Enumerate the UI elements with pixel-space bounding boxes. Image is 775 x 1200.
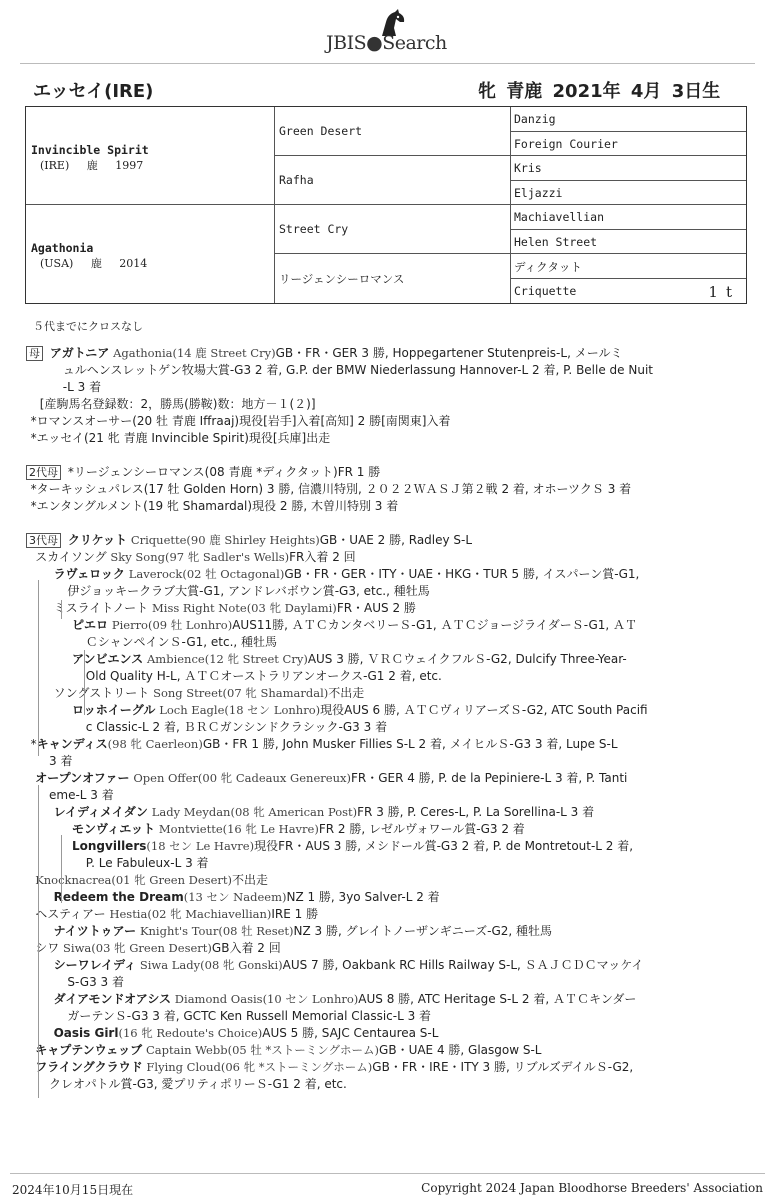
record-line: *エンタングルメント(19 牝 Shamardal)現役 2 勝, 木曽川特別 3 着 <box>30 499 399 513</box>
dam-detail: (USA) 鹿 2014 <box>40 257 148 270</box>
record-line: *キャンディス(98 牝 Caerleon)GB・FR 1 勝, John Musker Fillies S-L 2 着, メイヒルＳ-G3 3 着, Lupe S-L <box>30 737 618 751</box>
pedigree-table <box>25 106 747 304</box>
record-line: モンヴィエット Montviette(16 牝 Le Havre)FR 2 勝, レゼルヴォワール賞-G3 2 着 <box>72 822 525 836</box>
record-line: シーワレイディ Siwa Lady(08 牝 Gonski)AUS 7 勝, Oakbank RC Hills Railway S-L, ＳＡＪＣＤＣマッケイ <box>53 958 644 972</box>
tree-line <box>38 987 39 1077</box>
gen3-cell[interactable]: Danzig <box>511 107 746 132</box>
record-line: Redeem the Dream(13 セン Nadeem)NZ 1 勝, 3yo Salver-L 2 着 <box>53 890 440 904</box>
record-line: アンビエンス Ambience(12 牝 Street Cry)AUS 3 勝, ＶＲＣウェイクフルＳ-G2, Dulcify Three-Year- <box>72 652 627 666</box>
record-line: 伊ジョッキークラブ大賞-G1, アンドレバボウン賞-G3, etc., 種牡馬 <box>67 584 430 598</box>
family-record <box>26 345 756 1093</box>
record-line: 2代母 *リージェンシーロマンス(08 青鹿 *ディクタット)FR 1 勝 <box>26 464 756 481</box>
section-gap <box>26 515 756 532</box>
jbis-search-logo[interactable] <box>326 8 456 56</box>
dam-cell[interactable] <box>26 205 275 303</box>
record-line: 3 着 <box>49 754 73 768</box>
gen3-cell[interactable]: Machiavellian <box>511 205 746 230</box>
record-line: レイディメイダン Lady Meydan(08 牝 American Post)FR 3 勝, P. Ceres-L, P. La Sorellina-L 3 着 <box>53 805 595 819</box>
record-line: ピエロ Pierro(09 牡 Lonhro)AUS11勝, ＡＴＣカンタベリーＳ-G1, ＡＴＣジョージライダーＳ-G1, ＡＴ <box>72 618 638 632</box>
copyright: Copyright 2024 Japan Bloodhorse Breeders' Association <box>421 1181 763 1195</box>
logo-text: JBIS●Search <box>326 32 447 54</box>
record-line: ロッホイーグル Loch Eagle(18 セン Lonhro)現役AUS 6 勝, ＡＴＣヴィリアーズＳ-G2, ATC South Pacifi <box>72 703 648 717</box>
record-line: *ターキッシュパレス(17 牡 Golden Horn) 3 勝, 信濃川特別, ２０２２ＷＡＳＪ第２戦 2 着, オホーツクＳ 3 着 <box>30 482 632 496</box>
record-line: ミスライトノート Miss Right Note(03 牝 Daylami)FR・AUS 2 勝 <box>53 601 416 615</box>
sire-cell[interactable] <box>26 107 275 205</box>
record-line: Knocknacrea(01 牝 Green Desert)不出走 <box>35 873 269 887</box>
dam-name: Agathonia <box>31 241 94 255</box>
record-line: P. Le Fabuleux-L 3 着 <box>85 856 209 870</box>
tree-line <box>61 600 62 619</box>
record-line: S-G3 3 着 <box>67 975 124 989</box>
record-line: ナイツトゥアー Knight's Tour(08 牡 Reset)NZ 3 勝, グレイトノーザンギニーズ-G2, 種牡馬 <box>53 924 553 938</box>
sire-detail: (IRE) 鹿 1997 <box>40 159 144 172</box>
tree-line <box>38 953 39 972</box>
gen3-cell[interactable]: Criquette 1t <box>514 283 740 301</box>
gen3-cell[interactable]: Foreign Courier <box>511 132 746 157</box>
record-line: ヘスティアー Hestia(02 牝 Machiavellian)IRE 1 勝 <box>35 907 319 921</box>
record-line: ＣシャンペインＳ-G1, etc., 種牡馬 <box>85 635 278 649</box>
gen3-cell[interactable]: Helen Street <box>511 230 746 255</box>
record-line: ソングストリート Song Street(07 牝 Shamardal)不出走 <box>53 686 365 700</box>
record-line: [産駒馬名登録数：2，勝馬(勝鞍)数：地方－１(２)] <box>39 397 316 411</box>
gen2-cell[interactable]: Green Desert <box>275 107 511 156</box>
tree-line <box>61 835 62 903</box>
record-line: ダイアモンドオアシス Diamond Oasis(10 セン Lonhro)AUS 8 勝, ATC Heritage S-L 2 着, ＡＴＣキンダー <box>53 992 637 1006</box>
gen2-cell[interactable]: リージェンシーロマンス <box>275 254 511 303</box>
record-line: *エッセイ(21 牝 青鹿 Invincible Spirit)現役[兵庫]出走 <box>30 431 331 445</box>
gen3-cell[interactable]: Kris <box>511 156 746 181</box>
horse-birth-info: 牝 青鹿 2021年 4月 3日生 <box>478 81 721 102</box>
gen3-cell[interactable]: ディクタット <box>511 254 746 279</box>
gen3-cell[interactable]: Eljazzi <box>511 181 746 206</box>
gen2-cell[interactable]: Street Cry <box>275 205 511 254</box>
cross-note: ５代までにクロスなし <box>33 320 143 333</box>
record-line: オープンオファー Open Offer(00 牝 Cadeaux Genereux)FR・GER 4 勝, P. de la Pepiniere-L 3 着, P. Tanti <box>35 771 628 785</box>
record-line: *ロマンスオーサー(20 牡 青鹿 Iffraaj)現役[岩手]入着[高知] 2 勝[南関東]入着 <box>30 414 451 428</box>
footer-divider <box>10 1173 765 1174</box>
record-line: 3代母 クリケット Criquette(90 鹿 Shirley Heights)GB・UAE 2 勝, Radley S-L <box>26 532 756 549</box>
record-line: c Classic-L 2 着, ＢＲＣガンシンドクラシック-G3 3 着 <box>85 720 388 734</box>
header-divider <box>20 63 755 64</box>
record-line: 母 アガトニア Agathonia(14 鹿 Street Cry)GB・FR・GER 3 勝, Hoppegartener Stutenpreis-L, メールミ <box>26 345 756 362</box>
tree-line <box>84 650 85 715</box>
sire-name: Invincible Spirit <box>31 143 149 157</box>
record-line: ュルヘンスレットゲン牧場大賞-G3 2 着, G.P. der BMW Niederlassung Hannover-L 2 着, P. Belle de Nuit <box>62 363 653 377</box>
record-line: Old Quality H-L, ＡＴＣオーストラリアンオークス-G1 2 着, etc. <box>85 669 442 683</box>
record-line: -L 3 着 <box>62 380 102 394</box>
record-line: ガーテンＳ-G3 3 着, GCTC Ken Russell Memorial Classic-L 3 着 <box>67 1009 432 1023</box>
record-line: eme-L 3 着 <box>49 788 114 802</box>
gen2-cell[interactable]: Rafha <box>275 156 511 205</box>
lt-marker: 1t <box>708 283 740 301</box>
record-line: フライングクラウド Flying Cloud(06 牝 *ストーミングホーム)GB・FR・IRE・ITY 3 勝, リブルズデイルＳ-G2, <box>35 1060 634 1074</box>
as-of-date: 2024年10月15日現在 <box>12 1183 134 1197</box>
record-line: ラヴェロック Laverock(02 牡 Octagonal)GB・FR・GER・ITY・UAE・HKG・TUR 5 勝, イスパーン賞-G1, <box>53 567 640 581</box>
horse-name: エッセイ(IRE) <box>33 81 154 102</box>
section-gap <box>26 447 756 464</box>
record-line: クレオパトル賞-G3, 愛プリティポリーＳ-G1 2 着, etc. <box>49 1077 347 1091</box>
tree-line <box>38 580 39 756</box>
record-line: スカイソング Sky Song(97 牝 Sadler's Wells)FR入着 2 回 <box>35 550 356 564</box>
record-line: シワ Siwa(03 牝 Green Desert)GB入着 2 回 <box>35 941 281 955</box>
record-line: Longvillers(18 セン Le Havre)現役FR・AUS 3 勝, メシドール賞-G3 2 着, P. de Montretout-L 2 着, <box>72 839 634 853</box>
record-line: Oasis Girl(16 牝 Redoute's Choice)AUS 5 勝, SAJC Centaurea S-L <box>53 1026 439 1040</box>
record-line: キャプテンウェッブ Captain Webb(05 牡 *ストーミングホーム)GB・UAE 4 勝, Glasgow S-L <box>35 1043 542 1057</box>
